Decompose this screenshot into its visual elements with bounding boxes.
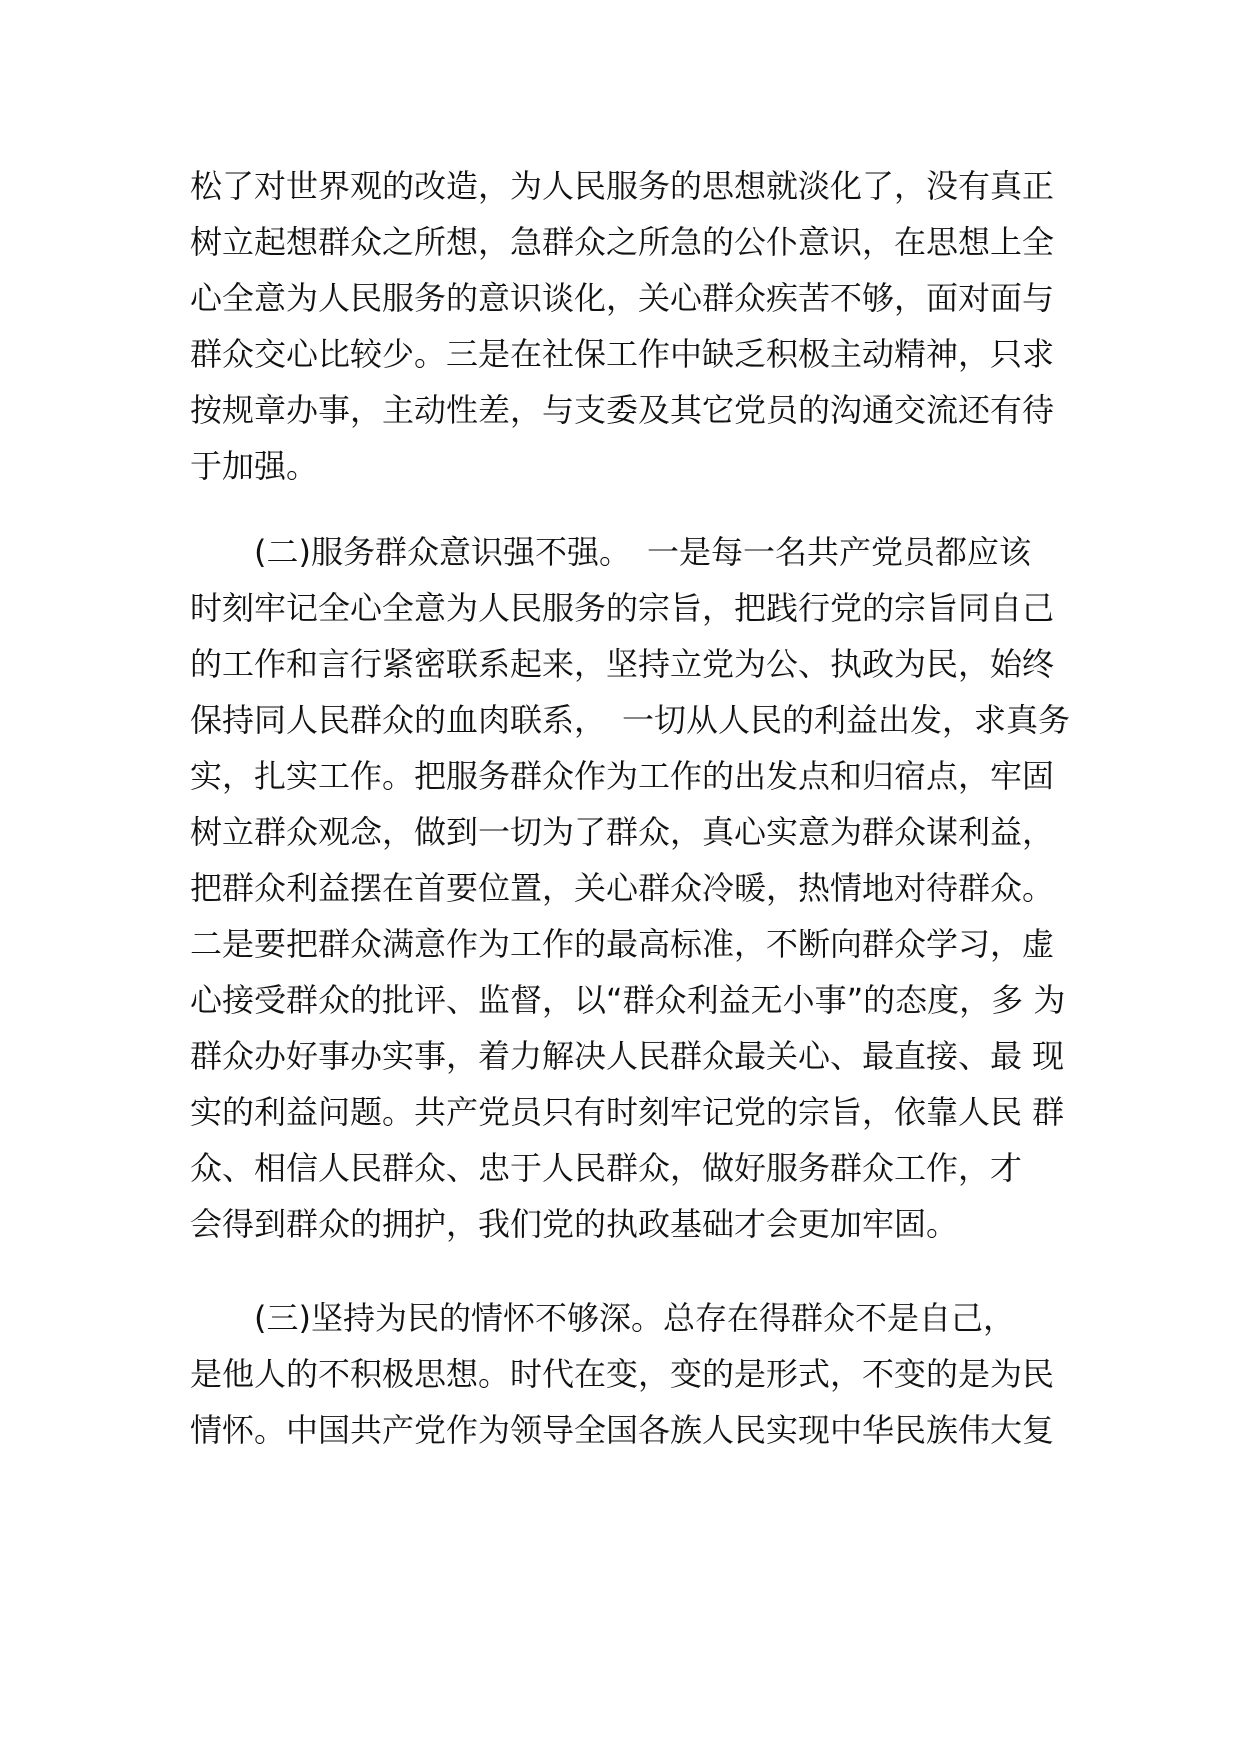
text-line: 是他人的不积极思想。时代在变，变的是形式，不变的是为民 [190, 1355, 1055, 1393]
text-line: 松了对世界观的改造，为人民服务的思想就淡化了，没有真正 [190, 167, 1055, 205]
text-line: 二是要把群众满意作为工作的最高标准，不断向群众学习，虚 [190, 925, 1055, 963]
text-line: 众、相信人民群众、忠于人民群众，做好服务群众工作，才 [190, 1149, 1023, 1187]
text-line: 时刻牢记全心全意为人民服务的宗旨，把践行党的宗旨同自己 [190, 589, 1055, 627]
text-line: 按规章办事，主动性差，与支委及其它党员的沟通交流还有待 [190, 391, 1055, 429]
text-line: 群众交心比较少。三是在社保工作中缺乏积极主动精神，只求 [190, 335, 1055, 373]
text-line: (三)坚持为民的情怀不够深。总存在得群众不是自己， [190, 1299, 1015, 1337]
text-line: 群众办好事办实事，着力解决人民群众最关心、最直接、最 现 [190, 1037, 1065, 1075]
paragraph-service-awareness [190, 524, 1070, 1252]
paragraph-people-sentiment [190, 1290, 1070, 1458]
text-line: 的工作和言行紧密联系起来，坚持立党为公、执政为民，始终 [190, 645, 1055, 683]
text-line: 情怀。中国共产党作为领导全国各族人民实现中华民族伟大复 [190, 1411, 1055, 1449]
text-line: 心接受群众的批评、监督，以“群众利益无小事”的态度，多 为 [190, 981, 1066, 1019]
text-line: 树立起想群众之所想，急群众之所急的公仆意识，在思想上全 [190, 223, 1055, 261]
text-line: 实，扎实工作。把服务群众作为工作的出发点和归宿点，牢固 [190, 757, 1055, 795]
paragraph-continuation [190, 158, 1070, 494]
text-line: 会得到群众的拥护，我们党的执政基础才会更加牢固。 [190, 1205, 959, 1243]
text-line: 树立群众观念，做到一切为了群众，真心实意为群众谋利益， [190, 813, 1055, 851]
text-line: 实的利益问题。共产党员只有时刻牢记党的宗旨，依靠人民 群 [190, 1093, 1065, 1131]
text-line: 保持同人民群众的血肉联系， 一切从人民的利益出发，求真务 [190, 701, 1070, 739]
text-line: 心全意为人民服务的意识谈化，关心群众疾苦不够，面对面与 [190, 279, 1055, 317]
text-line: 把群众利益摆在首要位置，关心群众冷暖，热情地对待群众。 [190, 869, 1055, 907]
text-line: (二)服务群众意识强不强。 一是每一名共产党员都应该 [190, 533, 1031, 571]
text-line: 于加强。 [190, 447, 319, 485]
